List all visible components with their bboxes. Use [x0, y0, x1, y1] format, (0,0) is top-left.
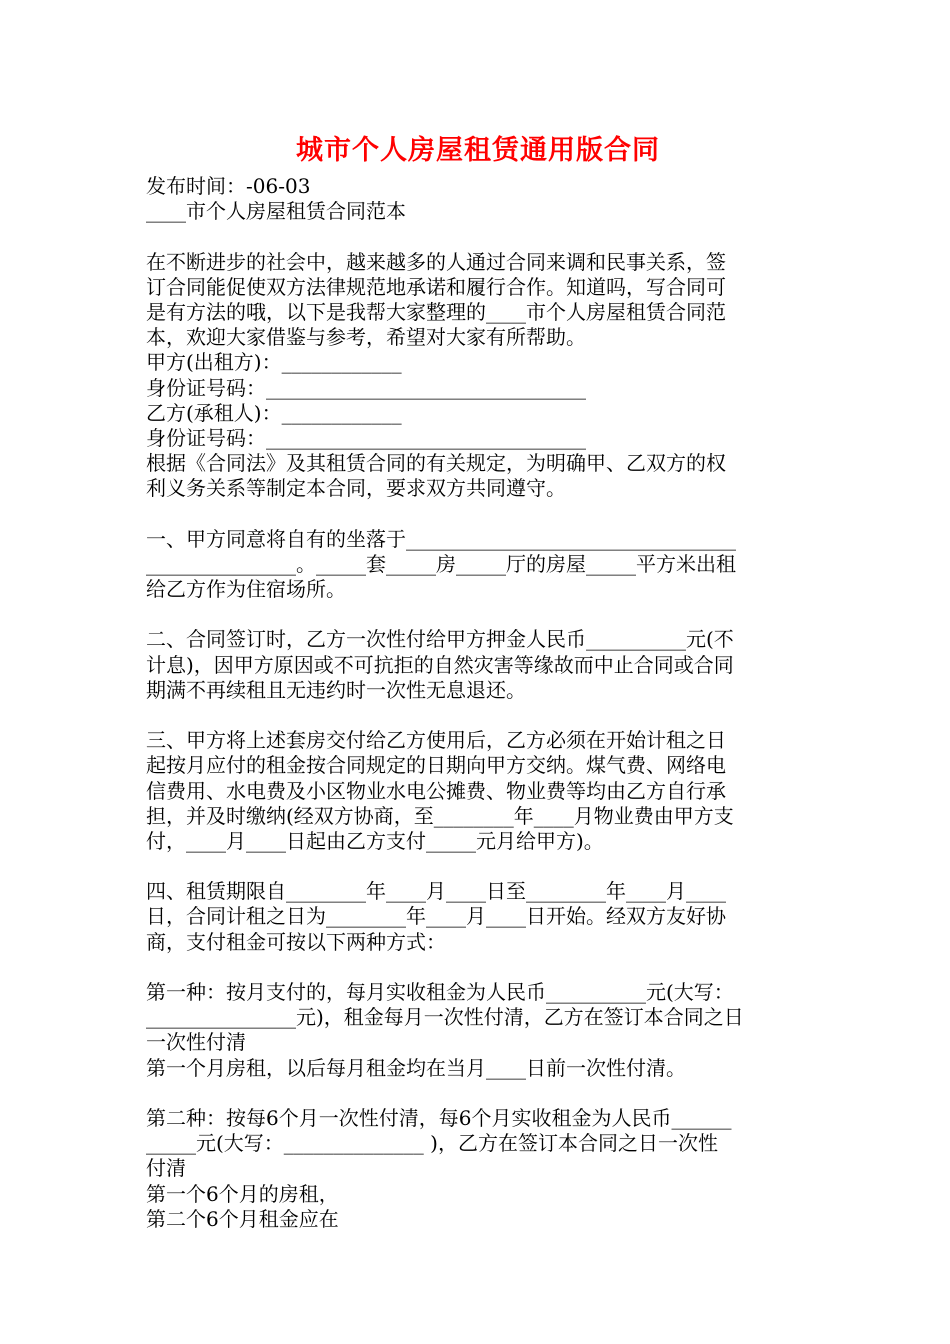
- text-line: 三、甲方将上述套房交付给乙方使用后，乙方必须在开始计租之日: [146, 728, 726, 753]
- text-line: 担，并及时缴纳(经双方协商，至________年____月物业费由甲方支: [146, 803, 734, 828]
- text-line: 第一个月房租，以后每月租金均在当月____日前一次性付清。: [146, 1055, 686, 1080]
- text-line: 乙方(承租人)：____________: [146, 400, 402, 425]
- text-line: 在不断进步的社会中，越来越多的人通过合同来调和民事关系，签: [146, 249, 726, 274]
- text-line: _____元(大写：______________ )，乙方在签订本合同之日一次性: [146, 1131, 718, 1156]
- text-line: 二、合同签订时，乙方一次性付给甲方押金人民币__________元(不: [146, 627, 734, 652]
- text-line: 是有方法的哦，以下是我帮大家整理的____市个人房屋租赁合同范: [146, 299, 726, 324]
- text-line: 一次性付清: [146, 1030, 246, 1055]
- document-title: 城市个人房屋租赁通用版合同: [296, 135, 660, 166]
- blank-line: [146, 1081, 810, 1106]
- text-line: 本，欢迎大家借鉴与参考，希望对大家有所帮助。: [146, 325, 586, 350]
- text-line: 甲方(出租方)：____________: [146, 350, 402, 375]
- text-line: _______________。_____套_____房_____厅的房屋_____平方米出租: [146, 551, 736, 576]
- document-body: [146, 174, 810, 1232]
- blank-line: [146, 602, 810, 627]
- text-line: 利义务关系等制定本合同，要求双方共同遵守。: [146, 476, 566, 501]
- text-line: 根据《合同法》及其租赁合同的有关规定，为明确甲、乙双方的权: [146, 451, 726, 476]
- text-line: 身份证号码：________________________________: [146, 425, 586, 450]
- blank-line: [146, 854, 810, 879]
- text-line: 信费用、水电费及小区物业水电公摊费、物业费等均由乙方自行承: [146, 778, 726, 803]
- text-line: 商，支付租金可按以下两种方式：: [146, 929, 446, 954]
- text-line: 付清: [146, 1156, 186, 1181]
- text-line: 计息)，因甲方原因或不可抗拒的自然灾害等缘故而中止合同或合同: [146, 652, 734, 677]
- blank-line: [146, 501, 810, 526]
- text-line: 发布时间：-06-03: [146, 174, 311, 198]
- blank-line: [146, 224, 810, 249]
- text-line: 第二个6个月租金应在: [146, 1206, 339, 1231]
- text-line: 起按月应付的租金按合同规定的日期向甲方交纳。煤气费、网络电: [146, 753, 726, 778]
- text-line: 一、甲方同意将自有的坐落于_________________________________: [146, 526, 736, 551]
- text-line: 四、租赁期限自________年____月____日至________年____月____: [146, 879, 726, 904]
- text-line: 给乙方作为住宿场所。: [146, 577, 346, 601]
- blank-line: [146, 955, 810, 980]
- text-line: 付，____月____日起由乙方支付_____元月给甲方)。: [146, 828, 604, 853]
- text-line: _______________元)，租金每月一次性付清，乙方在签订本合同之日: [146, 1005, 744, 1030]
- text-line: 第二种：按每6个月一次性付清，每6个月实收租金为人民币______: [146, 1105, 732, 1130]
- text-line: 第一种：按月支付的，每月实收租金为人民币__________元(大写：: [146, 980, 734, 1004]
- text-line: 身份证号码：________________________________: [146, 375, 586, 400]
- text-line: 订合同能促使双方法律规范地承诺和履行合作。知道吗，写合同可: [146, 274, 726, 299]
- blank-line: [146, 703, 810, 728]
- text-line: 日，合同计租之日为________年____月____日开始。经双方友好协: [146, 904, 726, 929]
- text-line: ____市个人房屋租赁合同范本: [146, 199, 406, 224]
- text-line: 期满不再续租且无违约时一次性无息退还。: [146, 677, 526, 702]
- text-line: 第一个6个月的房租，: [146, 1181, 339, 1206]
